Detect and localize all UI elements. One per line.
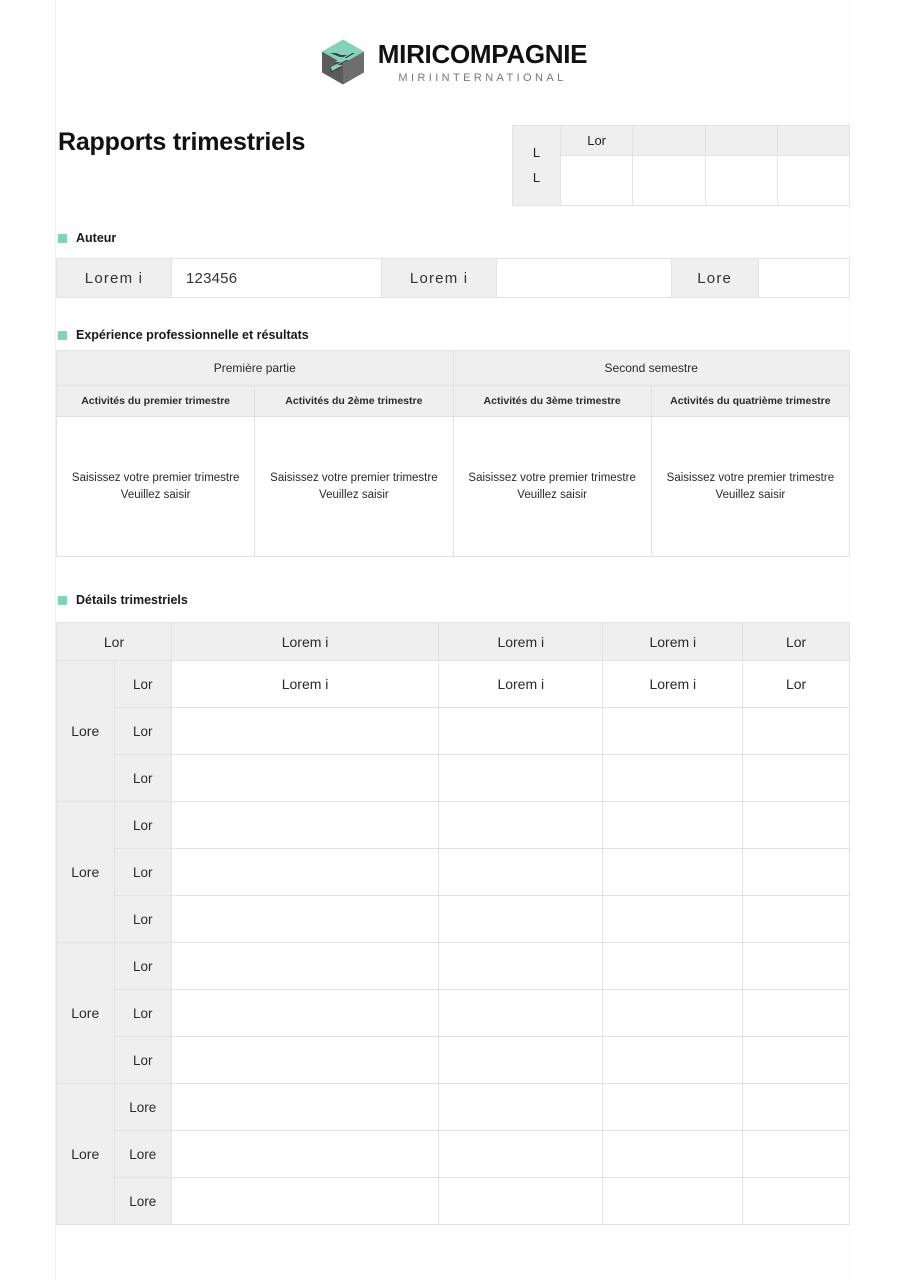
details-cell-3-1-2[interactable]: [439, 943, 603, 990]
details-sublabel-2-3: Lor: [114, 896, 172, 943]
auteur-value-3[interactable]: [758, 259, 849, 298]
experience-column-header-3: Activités du 3ème trimestre: [453, 386, 651, 417]
experience-cell-4[interactable]: Saisissez votre premier trimestre Veuillez saisir: [651, 417, 849, 557]
details-header-col-3: Lorem i: [603, 623, 743, 661]
table-row: [57, 259, 850, 298]
section-heading-details: [58, 593, 188, 607]
details-cell-2-2-2[interactable]: [439, 849, 603, 896]
details-cell-2-2-4[interactable]: [743, 849, 850, 896]
details-cell-3-3-1[interactable]: [172, 1037, 439, 1084]
table-row: [57, 1131, 850, 1178]
details-cell-2-3-3[interactable]: [603, 896, 743, 943]
details-cell-4-3-2[interactable]: [439, 1178, 603, 1225]
page-title: Rapports trimestriels: [58, 128, 306, 156]
details-sublabel-2-2: Lor: [114, 849, 172, 896]
details-cell-4-3-3[interactable]: [603, 1178, 743, 1225]
table-row: [57, 386, 850, 417]
details-group-label-4: Lore: [57, 1084, 115, 1225]
details-cell-2-3-4[interactable]: [743, 896, 850, 943]
details-cell-4-3-4[interactable]: [743, 1178, 850, 1225]
experience-group-header-1: Première partie: [57, 351, 454, 386]
details-cell-2-1-4[interactable]: [743, 802, 850, 849]
details-cell-2-3-1[interactable]: [172, 896, 439, 943]
experience-cell-1[interactable]: Saisissez votre premier trimestre Veuillez saisir: [57, 417, 255, 557]
auteur-value-2[interactable]: [497, 259, 671, 298]
top-table-row-label-line1: L: [532, 145, 541, 161]
details-cell-3-3-3[interactable]: [603, 1037, 743, 1084]
top-table-body-cell-3[interactable]: [705, 156, 777, 206]
details-cell-4-3-1[interactable]: [172, 1178, 439, 1225]
hexagon-cube-icon: [318, 38, 368, 86]
details-cell-3-1-1[interactable]: [172, 943, 439, 990]
details-header-left-span: Lor: [57, 623, 172, 661]
top-table-header-cell-1[interactable]: Lor: [561, 126, 633, 156]
experience-table: [56, 350, 850, 557]
details-cell-1-2-2[interactable]: [439, 708, 603, 755]
table-row: [57, 661, 850, 708]
details-sublabel-1-3: Lor: [114, 755, 172, 802]
details-cell-2-3-2[interactable]: [439, 896, 603, 943]
table-row: [57, 351, 850, 386]
section-heading-auteur-label: Auteur: [76, 231, 117, 245]
details-cell-3-3-2[interactable]: [439, 1037, 603, 1084]
logo-company-subtitle: MIRIINTERNATIONAL: [398, 71, 567, 84]
top-table-header-cell-3[interactable]: [705, 126, 777, 156]
details-cell-1-1-2[interactable]: Lorem i: [439, 661, 603, 708]
table-row: [57, 755, 850, 802]
details-cell-1-2-4[interactable]: [743, 708, 850, 755]
details-cell-1-3-1[interactable]: [172, 755, 439, 802]
details-cell-1-3-2[interactable]: [439, 755, 603, 802]
details-cell-4-1-2[interactable]: [439, 1084, 603, 1131]
details-cell-4-2-3[interactable]: [603, 1131, 743, 1178]
details-sublabel-1-1: Lor: [114, 661, 172, 708]
details-cell-3-2-2[interactable]: [439, 990, 603, 1037]
details-cell-1-1-4[interactable]: Lor: [743, 661, 850, 708]
table-row: [57, 708, 850, 755]
details-cell-1-2-3[interactable]: [603, 708, 743, 755]
experience-cell-2[interactable]: Saisissez votre premier trimestre Veuillez saisir: [255, 417, 453, 557]
details-cell-4-1-4[interactable]: [743, 1084, 850, 1131]
details-cell-1-2-1[interactable]: [172, 708, 439, 755]
table-row: [57, 802, 850, 849]
auteur-label-3: Lore: [671, 259, 758, 298]
auteur-value-1[interactable]: 123456: [171, 259, 381, 298]
details-cell-4-2-1[interactable]: [172, 1131, 439, 1178]
square-bullet-icon: [58, 234, 67, 243]
table-row: [57, 1037, 850, 1084]
details-group-label-2: Lore: [57, 802, 115, 943]
details-sublabel-3-3: Lor: [114, 1037, 172, 1084]
square-bullet-icon: [58, 596, 67, 605]
details-header-col-1: Lorem i: [172, 623, 439, 661]
auteur-label-1: Lorem i: [57, 259, 172, 298]
table-row: [57, 623, 850, 661]
details-cell-4-2-4[interactable]: [743, 1131, 850, 1178]
table-row: [57, 417, 850, 557]
top-right-table: [512, 125, 850, 206]
table-row: [513, 156, 850, 206]
table-row: [513, 126, 850, 156]
square-bullet-icon: [58, 331, 67, 340]
details-sublabel-3-1: Lor: [114, 943, 172, 990]
top-table-header-cell-2[interactable]: [633, 126, 705, 156]
details-sublabel-4-2: Lore: [114, 1131, 172, 1178]
details-cell-3-2-3[interactable]: [603, 990, 743, 1037]
table-row: [57, 990, 850, 1037]
details-cell-2-1-3[interactable]: [603, 802, 743, 849]
experience-group-header-2: Second semestre: [453, 351, 850, 386]
details-cell-1-3-3[interactable]: [603, 755, 743, 802]
details-header-col-2: Lorem i: [439, 623, 603, 661]
details-group-label-3: Lore: [57, 943, 115, 1084]
details-sublabel-1-2: Lor: [114, 708, 172, 755]
details-cell-3-1-4[interactable]: [743, 943, 850, 990]
section-heading-experience-label: Expérience professionnelle et résultats: [76, 328, 309, 342]
details-sublabel-2-1: Lor: [114, 802, 172, 849]
section-heading-experience: [58, 328, 309, 342]
section-heading-auteur: [58, 231, 116, 245]
company-logo: [0, 38, 905, 86]
details-header-col-4: Lor: [743, 623, 850, 661]
top-table-header-cell-4[interactable]: [777, 126, 849, 156]
details-sublabel-4-1: Lore: [114, 1084, 172, 1131]
details-table: [56, 622, 850, 1225]
table-row: [57, 1084, 850, 1131]
details-cell-4-1-1[interactable]: [172, 1084, 439, 1131]
auteur-label-2: Lorem i: [382, 259, 497, 298]
details-cell-3-3-4[interactable]: [743, 1037, 850, 1084]
details-cell-2-2-3[interactable]: [603, 849, 743, 896]
auteur-table: [56, 258, 850, 298]
details-sublabel-4-3: Lore: [114, 1178, 172, 1225]
details-cell-4-2-2[interactable]: [439, 1131, 603, 1178]
table-row: [57, 896, 850, 943]
details-cell-2-1-2[interactable]: [439, 802, 603, 849]
experience-cell-3[interactable]: Saisissez votre premier trimestre Veuillez saisir: [453, 417, 651, 557]
details-cell-2-2-1[interactable]: [172, 849, 439, 896]
details-cell-3-2-4[interactable]: [743, 990, 850, 1037]
details-cell-2-1-1[interactable]: [172, 802, 439, 849]
experience-column-header-2: Activités du 2ème trimestre: [255, 386, 453, 417]
details-cell-4-1-3[interactable]: [603, 1084, 743, 1131]
logo-company-name: MIRICOMPAGNIE: [377, 38, 588, 69]
details-sublabel-3-2: Lor: [114, 990, 172, 1037]
experience-column-header-1: Activités du premier trimestre: [57, 386, 255, 417]
top-table-row-label-line2: L: [532, 169, 541, 185]
table-row: [57, 1178, 850, 1225]
table-row: [57, 943, 850, 990]
table-row: [57, 849, 850, 896]
top-table-body-cell-4[interactable]: [777, 156, 849, 206]
section-heading-details-label: Détails trimestriels: [76, 593, 188, 607]
top-table-body-cell-2[interactable]: [633, 156, 705, 206]
top-table-body-cell-1[interactable]: [561, 156, 633, 206]
experience-column-header-4: Activités du quatrième trimestre: [651, 386, 849, 417]
top-table-row-label: [513, 126, 561, 206]
details-cell-1-3-4[interactable]: [743, 755, 850, 802]
details-group-label-1: Lore: [57, 661, 115, 802]
details-cell-1-1-3[interactable]: Lorem i: [603, 661, 743, 708]
details-cell-3-2-1[interactable]: [172, 990, 439, 1037]
details-cell-3-1-3[interactable]: [603, 943, 743, 990]
details-cell-1-1-1[interactable]: Lorem i: [172, 661, 439, 708]
